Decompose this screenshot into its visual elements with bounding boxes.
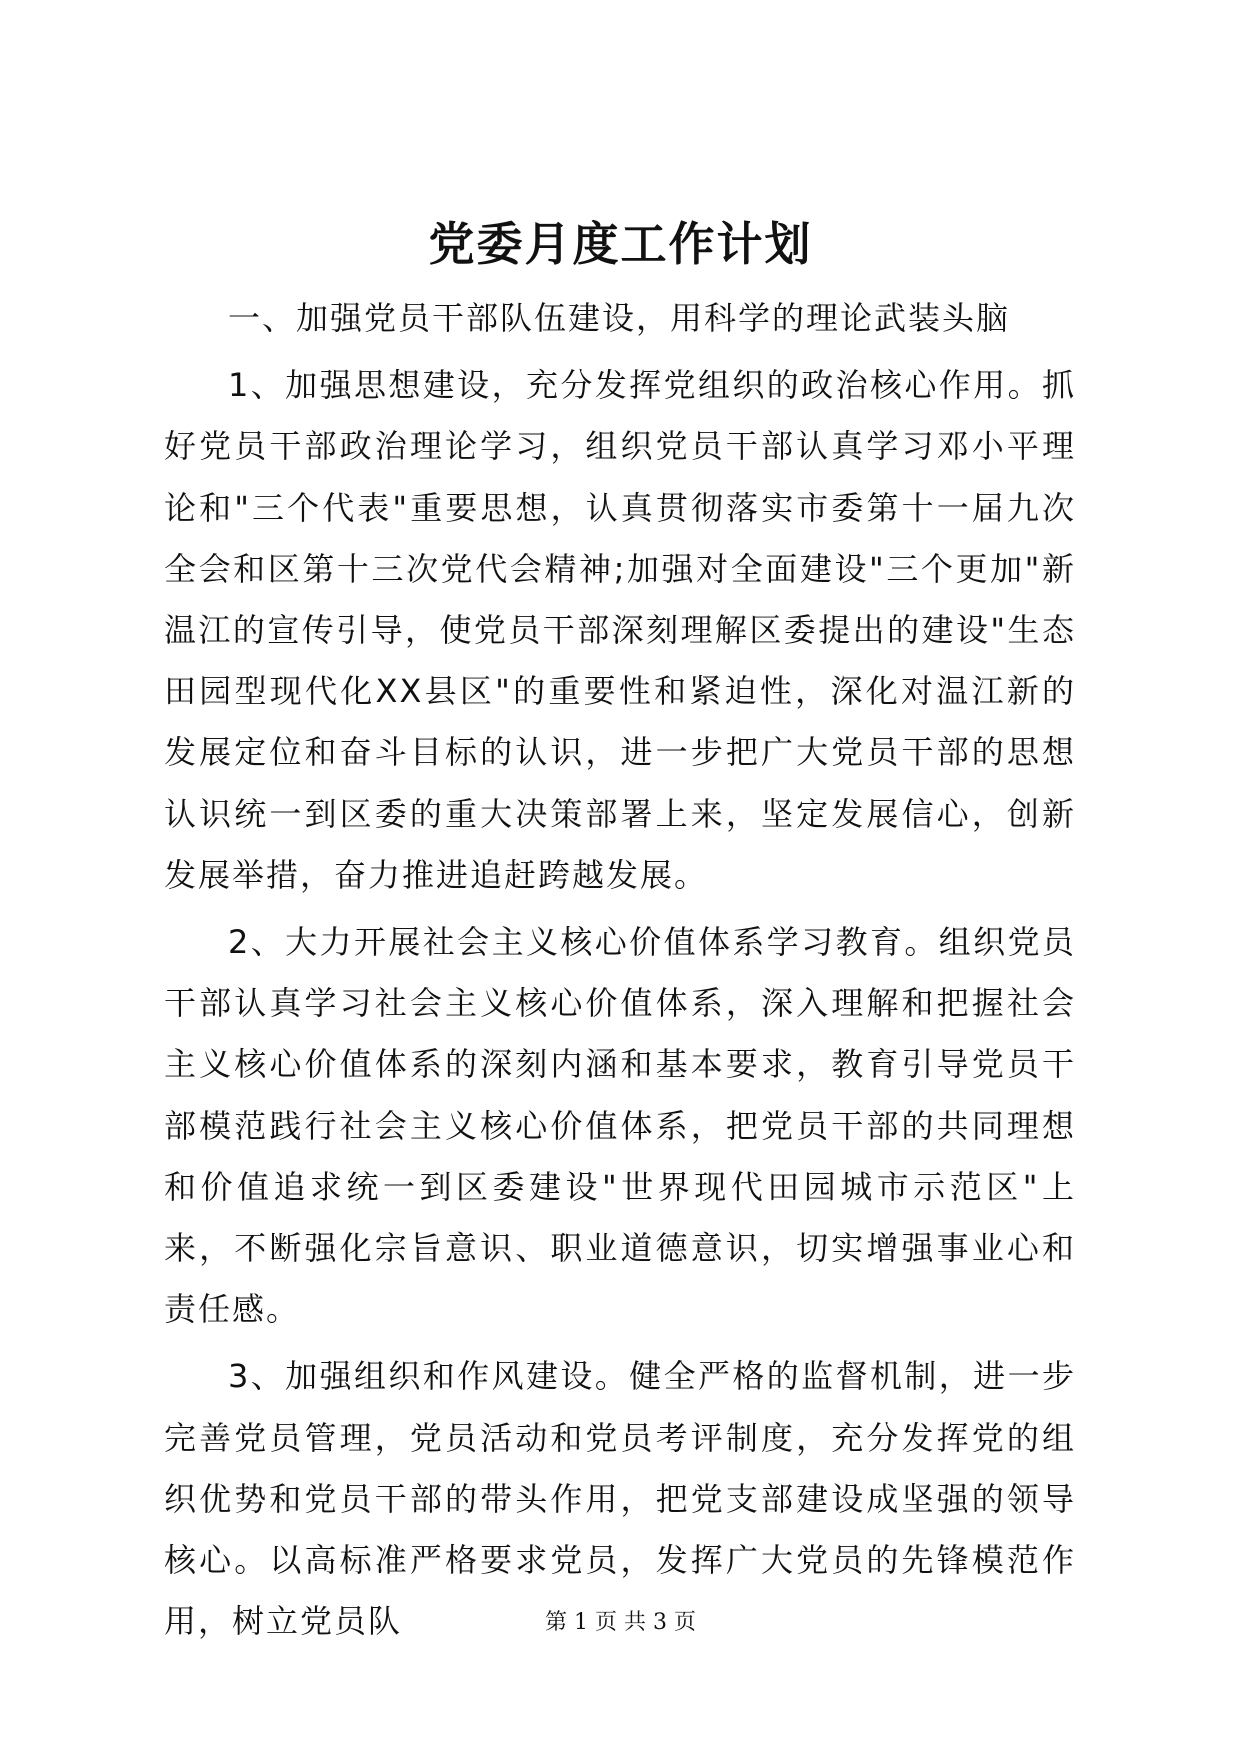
section-heading: 一、加强党员干部队伍建设，用科学的理论武装头脑 (228, 299, 1011, 337)
page-footer: 第 1 页 共 3 页 (545, 1610, 696, 1635)
paragraph-3: 3、加强组织和作风建设。健全严格的监督机制，进一步完善党员管理，党员活动和党员考评制度，充分发挥党的组织优势和党员干部的带头作用，把党支部建设成坚强的领导核心。以高标准严格要求党员，发挥广大党员的先锋模范作用，树立党员队 (164, 1357, 1076, 1641)
document-title: 党委月度工作计划 (428, 217, 813, 271)
document-body (164, 288, 1076, 1658)
paragraph-1: 1、加强思想建设，充分发挥党组织的政治核心作用。抓好党员干部政治理论学习，组织党员干部认真学习邓小平理论和"三个代表"重要思想，认真贯彻落实市委第十一届九次全会和区第十三次党代会精神;加强对全面建设"三个更加"新温江的宣传引导，使党员干部深刻理解区委提出的建设"生态田园型现代化XX县区"的重要性和紧迫性，深化对温江新的发展定位和奋斗目标的认识，进一步把广大党员干部的思想认识统一到区委的重大决策部署上来，坚定发展信心，创新发展举措，奋力推进追赶跨越发展。 (164, 366, 1076, 894)
paragraph-2: 2、大力开展社会主义核心价值体系学习教育。组织党员干部认真学习社会主义核心价值体系，深入理解和把握社会主义核心价值体系的深刻内涵和基本要求，教育引导党员干部模范践行社会主义核心价值体系，把党员干部的共同理想和价值追求统一到区委建设"世界现代田园城市示范区"上来，不断强化宗旨意识、职业道德意识，切实增强事业心和责任感。 (164, 923, 1076, 1329)
